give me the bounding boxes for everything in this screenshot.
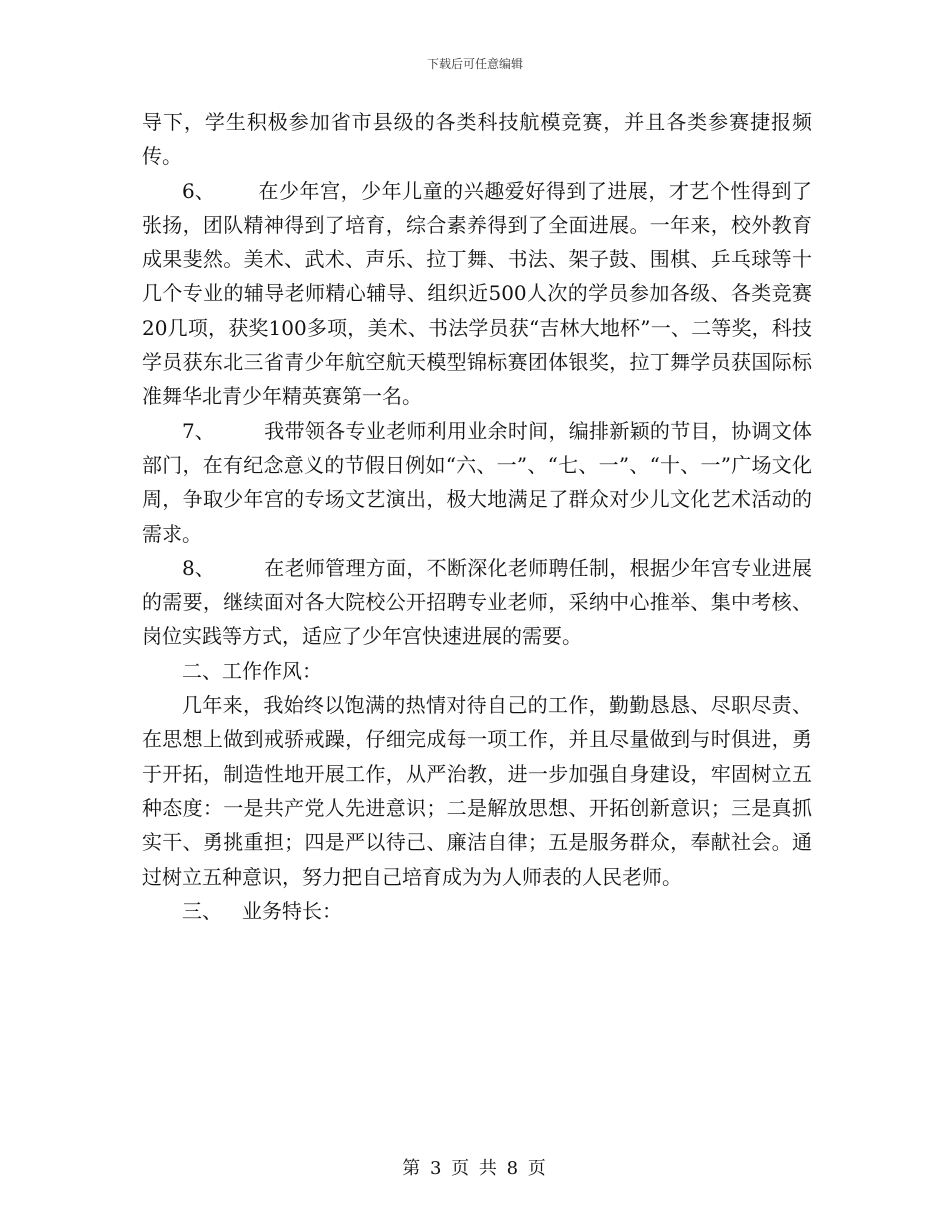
paragraph-work-style: 几年来，我始终以饱满的热情对待自己的工作，勤勤恳恳、尽职尽责、在思想上做到戒骄戒躁，仔细完成每一项工作，并且尽量做到与时俱进，勇于开拓，制造性地开展工作，从严治教，进一步加强自身建设，牢固树立五种态度：一是共产党人先进意识；二是解放思想、开拓创新意识；三是真抓实干、勇挑重担；四是严以待己、廉洁自律；五是服务群众，奉献社会。通过树立五种意识，努力把自己培育成为为人师表的人民老师。 <box>142 693 812 889</box>
item-text: 在老师管理方面，不断深化老师聘任制，根据少年宫专业进展的需要，继续面对各大院校公开招聘专业老师，采纳中心推举、集中考核、岗位实践等方式，适应了少年宫快速进展的需要。 <box>142 555 812 649</box>
item-text: 我带领各专业老师利用业余时间，编排新颖的节目，协调文体部门，在有纪念意义的节假日例如“六、一”、“七、一”、“十、一”广场文化周，争取少年宫的专场文艺演出，极大地满足了群众对少儿文化艺术活动的需求。 <box>142 418 812 546</box>
section-heading-work-style: 二、工作作风： <box>182 658 322 683</box>
heading-number: 三、 <box>182 898 222 923</box>
section-heading-expertise <box>142 894 812 928</box>
item-number: 6、 <box>182 178 215 203</box>
page-footer: 第 3 页 共 8 页 <box>402 1158 548 1179</box>
body-text <box>142 105 812 928</box>
paragraph-item-6 <box>142 174 812 414</box>
heading-text: 业务特长： <box>242 898 342 923</box>
item-text: 在少年宫，少年儿童的兴趣爱好得到了进展，才艺个性得到了张扬，团队精神得到了培育，综合素养得到了全面进展。一年来，校外教育成果斐然。美术、武术、声乐、拉丁舞、书法、架子鼓、围棋、乒乓球等十几个专业的辅导老师精心辅导、组织近500人次的学员参加各级、各类竞赛20几项，获奖100多项，美术、书法学员获“吉林大地杯”一、二等奖，科技学员获东北三省青少年航空航天模型锦标赛团体银奖，拉丁舞学员获国际标准舞华北青少年精英赛第一名。 <box>142 178 812 409</box>
paragraph-item-7 <box>142 414 812 551</box>
header-note: 下载后可任意编辑 <box>426 57 523 71</box>
item-number: 8、 <box>182 555 215 580</box>
item-number: 7、 <box>182 418 215 443</box>
paragraph-continuation: 导下，学生积极参加省市县级的各类科技航模竞赛，并且各类参赛捷报频传。 <box>142 110 812 169</box>
paragraph-item-8 <box>142 551 812 654</box>
